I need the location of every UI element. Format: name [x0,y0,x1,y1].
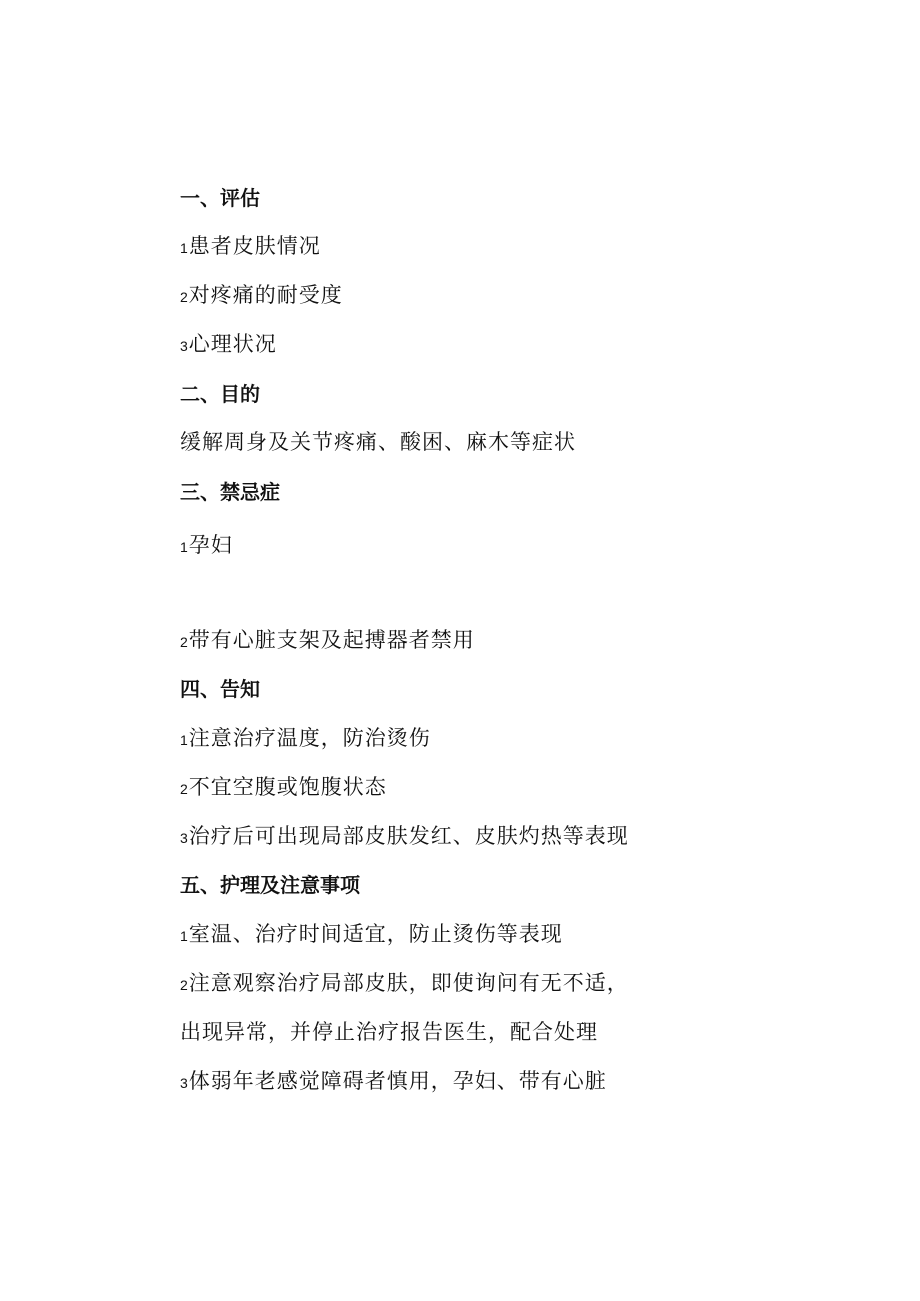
paragraph-text: 缓解周身及关节疼痛、酸困、麻木等症状 [180,430,576,454]
list-item [180,332,277,356]
list-item [180,283,343,307]
section-heading-contraindications: 三、禁忌症 [180,480,280,504]
item-number: 1 [180,240,188,256]
item-text: 患者皮肤情况 [188,234,321,258]
item-number: 2 [180,781,188,797]
list-item [180,726,431,750]
section-heading-nursing-precautions: 五、护理及注意事项 [180,873,360,897]
item-number: 1 [180,732,188,748]
item-text: 带有心脏支架及起搏器者禁用 [188,628,475,652]
list-item [180,533,233,557]
list-item [180,824,629,848]
item-text: 孕妇 [188,533,233,557]
item-text: 体弱年老感觉障碍者慎用，孕妇、带有心脏 [188,1069,607,1093]
item-number: 3 [180,830,188,846]
item-text: 注意观察治疗局部皮肤，即使询问有无不适， [188,971,629,995]
item-number: 3 [180,338,188,354]
list-item [180,234,321,258]
item-number: 1 [180,928,188,944]
section-heading-assessment: 一、评估 [180,186,260,210]
item-number: 2 [180,289,188,305]
item-text: 对疼痛的耐受度 [188,283,343,307]
list-item [180,775,387,799]
list-item [180,1069,607,1093]
item-number: 3 [180,1075,188,1091]
item-number: 2 [180,977,188,993]
list-item [180,922,563,946]
list-item-continuation: 出现异常，并停止治疗报告医生，配合处理 [180,1020,598,1044]
section-heading-purpose: 二、目的 [180,382,260,406]
list-item [180,628,475,652]
item-text: 注意治疗温度，防治烫伤 [188,726,431,750]
item-text: 心理状况 [188,332,277,356]
section-heading-notification: 四、告知 [180,677,260,701]
item-number: 2 [180,634,188,650]
item-text: 不宜空腹或饱腹状态 [188,775,387,799]
item-text: 治疗后可出现局部皮肤发红、皮肤灼热等表现 [188,824,629,848]
item-number: 1 [180,539,188,555]
item-text: 室温、治疗时间适宜，防止烫伤等表现 [188,922,563,946]
list-item [180,971,629,995]
